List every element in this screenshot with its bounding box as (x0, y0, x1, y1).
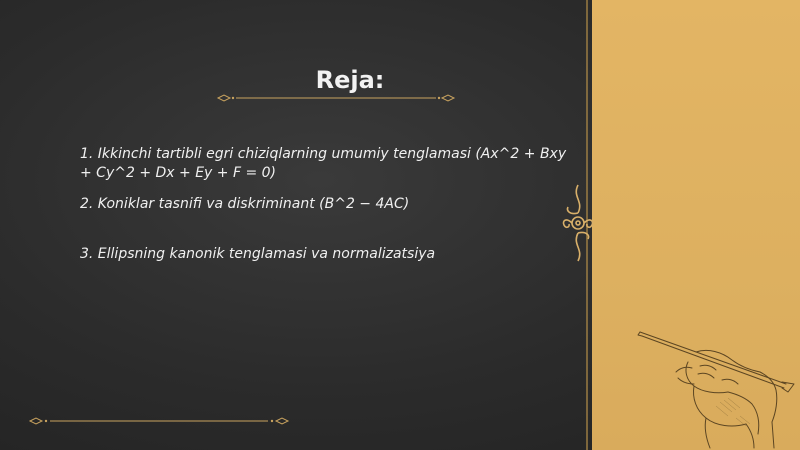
flourish-ornament-icon (558, 183, 598, 263)
title-divider-ornament-icon (216, 94, 456, 102)
slide-title: Reja: (315, 66, 385, 94)
agenda-item-1: 1. Ikkinchi tartibli egri chiziqlarning umumiy tenglamasi (Ax^2 + Bxy + Cy^2 + Dx + Ey + F = 0) (80, 146, 567, 181)
agenda-item-2: 2. Koniklar tasnifi va diskriminant (B^2 − 4AC) (80, 196, 410, 212)
bottom-divider-ornament-icon (28, 417, 290, 425)
hand-with-pen-icon (636, 322, 800, 450)
agenda-item-3: 3. Ellipsning kanonik tenglamasi va normalizatsiya (80, 246, 436, 262)
